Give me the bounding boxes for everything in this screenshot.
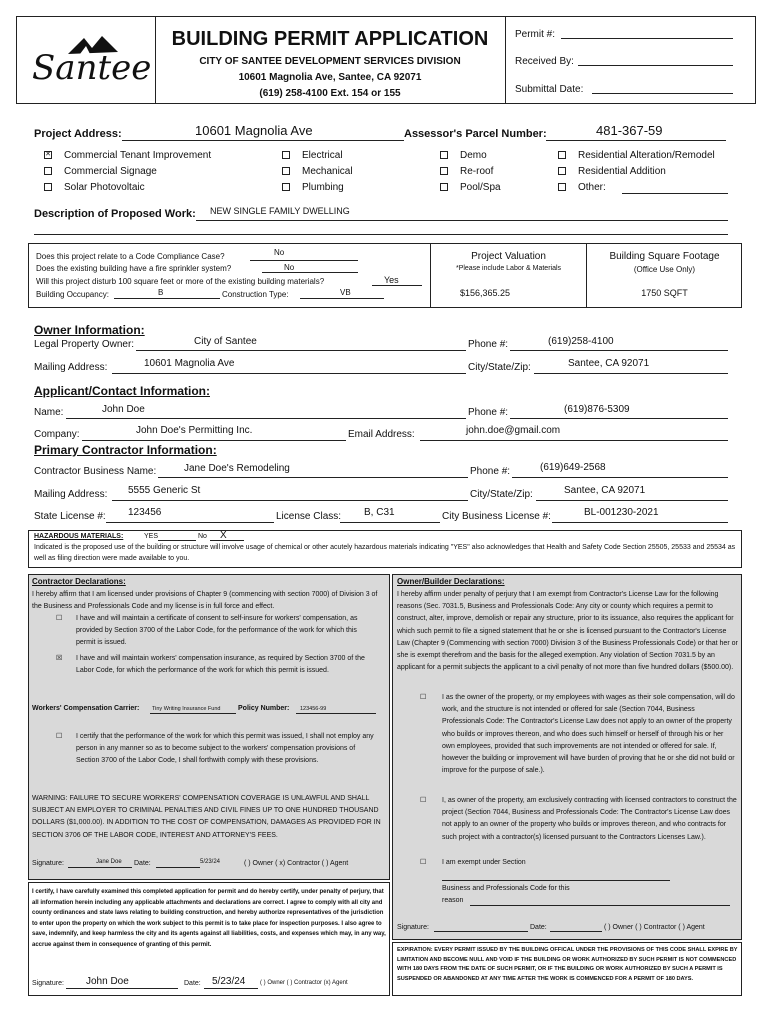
checkbox-icon[interactable] <box>282 151 290 159</box>
checkbox-icon[interactable] <box>558 167 566 175</box>
answer-3[interactable]: Yes <box>384 275 399 285</box>
applicant-name-line <box>66 418 466 419</box>
hazmat-yes-line[interactable] <box>158 540 196 541</box>
type-demo[interactable] <box>440 150 487 161</box>
type-electrical[interactable] <box>282 150 343 161</box>
contractor-biz-line <box>158 477 468 478</box>
contractor-opt-no-employees: I certify that the performance of the work for which this permit was issued, I shall not employ any person in any manner so as to become subject to the workers' compensation provisions of Section 3700 of the Labor Code, I shall forthwith comply with these provisions. <box>76 733 374 765</box>
state-license-line <box>106 522 274 523</box>
question-1: Does this project relate to a Code Compliance Case? <box>36 252 225 261</box>
owner-opt-exempt: I am exempt under Section <box>442 859 526 866</box>
contractor-phone-label: Phone #: <box>470 466 511 477</box>
logo-text: Santee <box>32 48 152 88</box>
applicant-name-label: Name: <box>34 407 64 418</box>
description-value[interactable]: NEW SINGLE FAMILY DWELLING <box>210 206 350 216</box>
type-mechanical[interactable] <box>282 166 353 177</box>
checkbox-icon[interactable] <box>558 151 566 159</box>
legal-owner-value[interactable]: City of Santee <box>194 336 257 347</box>
state-license-value[interactable]: 123456 <box>128 507 162 518</box>
valuation-title: Project Valuation <box>471 251 546 262</box>
form-title: BUILDING PERMIT APPLICATION <box>171 28 489 50</box>
contractor-decl-intro: I hereby affirm that I am licensed under provisions of Chapter 9 (commencing with section 7000) of Division 3 of the Business and Professionals Code and my license is in full force and effect. <box>32 591 378 611</box>
type-label: Other: <box>578 182 606 193</box>
city-license-line <box>552 522 728 523</box>
construction-type-label: Construction Type: <box>222 290 289 299</box>
hazmat-no-mark[interactable]: X <box>220 530 227 541</box>
checkbox-icon[interactable] <box>282 167 290 175</box>
sqft-value[interactable]: 1750 SQFT <box>641 288 688 298</box>
type-label: Pool/Spa <box>460 182 501 193</box>
contractor-opt-insurance: I have and will maintain workers' compensation insurance, as required by Section 3700 of the Labor Code, for which the performance of the work for which this permit is issued. <box>76 655 365 675</box>
hazmat-label: HAZARDOUS MATERIALS: <box>34 533 124 540</box>
owner-phone-value[interactable]: (619)258-4100 <box>548 336 614 347</box>
type-label: Electrical <box>302 150 343 161</box>
hazmat-yes: YES <box>144 533 159 540</box>
valuation-value[interactable]: $156,365.25 <box>460 288 511 298</box>
checkbox-icon[interactable] <box>44 167 52 175</box>
hazmat-text: Indicated is the proposed use of the building or structure will involve usage of chemical or other acutely hazardous materials indicating "YES" also acknowledges that Health and Safety Code Section 25505, 25533 and 25534 as well as filing direction were made available to you. <box>34 544 736 562</box>
applicant-name-value[interactable]: John Doe <box>102 404 145 415</box>
owner-city-value[interactable]: Santee, CA 92071 <box>568 358 650 369</box>
certify-date-label: Date: <box>184 980 201 987</box>
sqft-note: (Office Use Only) <box>633 265 696 274</box>
received-by-label: Received By: <box>515 56 574 67</box>
owner-date-line[interactable] <box>550 931 602 932</box>
project-address-label: Project Address: <box>34 128 122 140</box>
contractor-city-line <box>536 500 728 501</box>
type-other[interactable] <box>558 182 606 193</box>
checkbox-icon[interactable] <box>44 183 52 191</box>
owner-city-line <box>534 373 728 374</box>
hazmat-no-line[interactable] <box>210 540 244 541</box>
email-label: Email Address: <box>348 429 415 440</box>
contractor-biz-label: Contractor Business Name: <box>34 466 157 477</box>
company-label: Company: <box>34 429 80 440</box>
type-label: Commercial Signage <box>64 166 157 177</box>
occupancy-line <box>114 298 220 299</box>
certify-sig-label: Signature: <box>32 980 64 987</box>
contractor-heading: Primary Contractor Information: <box>34 443 217 457</box>
occupancy-label: Building Occupancy: <box>36 290 109 299</box>
certify-sig-value[interactable]: John Doe <box>86 976 129 987</box>
apn-label: Assessor's Parcel Number: <box>404 128 547 140</box>
wc-warning: WARNING: FAILURE TO SECURE WORKERS' COMPENSATION COVERAGE IS UNLAWFUL AND SHALL SUBJECT AN EMPLOYER TO CRIMINAL PENALTIES AND CIVIL FINES UP TO ONE HUNDRED THOUSAND DOLLARS ($1,000.00). IN ADDITION TO THE COST OF COMPENSATION, DAMAGES AS PROVIDED FOR IN SECTION 3706 OF THE LABOR CODE, INTEREST AND ATTORNEY'S FEES. <box>32 795 381 839</box>
license-class-line <box>340 522 440 523</box>
contractor-biz-value[interactable]: Jane Doe's Remodeling <box>184 463 290 474</box>
carrier-value[interactable]: Tiny Writing Insurance Fund <box>152 706 221 712</box>
contractor-mail-label: Mailing Address: <box>34 489 108 500</box>
project-address-value[interactable]: 10601 Magnolia Ave <box>195 123 313 138</box>
answer-2[interactable]: No <box>284 263 295 272</box>
description-line <box>196 220 728 221</box>
expiration-text: EXPIRATION: EVERY PERMIT ISSUED BY THE BUILDING OFFICAL UNDER THE PROVISIONS OF THIS CODE SHALL EXPIRE BY LIMITATION AND BECOME NULL AND VOID IF THE BUILDING OR WORK AUTHORIZED BY SUCH PERMIT IS NOT COMMENCED WITH 180 DAYS FROM THE DATE OF SUCH PERMIT, OR IF THE BUILDING OR WORK AUTHORIZED BY SUCH A PERMIT IS SUSPENDED OR ABANDONED AT ANY TIME AFTER THE WORK IS COMMENCED FOR A PERMIT OF 180 DAYS. <box>397 947 738 982</box>
applicant-phone-label: Phone #: <box>468 407 509 418</box>
project-address-line <box>122 140 404 141</box>
checkbox-checked-icon[interactable]: ✕ <box>45 151 51 159</box>
owner-phone-label: Phone #: <box>468 339 509 350</box>
checkbox-icon[interactable] <box>558 183 566 191</box>
email-line <box>420 440 728 441</box>
contractor-sig-line <box>68 867 132 868</box>
dept-phone: (619) 258-4100 Ext. 154 or 155 <box>259 88 401 99</box>
type-label: Residential Alteration/Remodel <box>578 150 715 161</box>
legal-owner-label: Legal Property Owner: <box>34 339 135 350</box>
certify-date-value[interactable]: 5/23/24 <box>212 976 246 987</box>
hazmat-no: No <box>198 533 207 540</box>
question-3: Will this project disturb 100 square feet or more of the existing building materials? <box>36 277 325 286</box>
answer-1[interactable]: No <box>274 248 285 257</box>
apn-line <box>546 140 726 141</box>
exempt-reason-line[interactable] <box>470 905 730 906</box>
certify-roles[interactable]: ( ) Owner ( ) Contractor (x) Agent <box>260 980 348 986</box>
owner-sig-label: Signature: <box>397 924 429 931</box>
type-solar[interactable] <box>44 182 145 193</box>
email-value[interactable]: john.doe@gmail.com <box>466 425 561 436</box>
contractor-roles[interactable]: ( ) Owner ( x) Contractor ( ) Agent <box>244 860 349 867</box>
owner-date-label: Date: <box>530 924 547 931</box>
sqft-title: Building Square Footage <box>609 251 720 262</box>
type-label: Plumbing <box>302 182 344 193</box>
type-commercial-ti[interactable] <box>44 150 211 161</box>
other-line[interactable] <box>622 193 728 194</box>
contractor-phone-value[interactable]: (619)649-2568 <box>540 462 606 473</box>
owner-biz-code: Business and Professionals Code for this reason <box>442 885 570 905</box>
policy-label: Policy Number: <box>238 705 290 712</box>
answer-1-line <box>250 260 358 261</box>
type-label: Commercial Tenant Improvement <box>64 150 212 161</box>
checkbox-self-insure-icon[interactable]: ☐ <box>56 615 63 622</box>
policy-value[interactable]: 123456-99 <box>300 706 327 712</box>
owner-decl-heading: Owner/Builder Declarations: <box>397 577 505 586</box>
contractor-date-line <box>156 867 200 868</box>
checkbox-owner-exempt-icon[interactable]: ☐ <box>420 859 427 866</box>
checkbox-icon[interactable] <box>282 183 290 191</box>
checkbox-icon[interactable] <box>440 167 448 175</box>
type-label: Solar Photovoltaic <box>64 182 145 193</box>
city-logo <box>28 32 152 94</box>
owner-roles[interactable]: ( ) Owner ( ) Contractor ( ) Agent <box>604 924 705 931</box>
applicant-heading: Applicant/Contact Information: <box>34 384 210 398</box>
owner-city-label: City/State/Zip: <box>468 362 531 373</box>
type-reroof[interactable] <box>440 166 493 177</box>
city-license-label: City Business License #: <box>442 511 551 522</box>
policy-line <box>296 713 376 714</box>
contractor-date-label: Date: <box>134 860 151 867</box>
construction-type-line <box>300 298 384 299</box>
owner-opt-own-work: I as the owner of the property, or my employees with wages as their sole compensation, will do work, and the structure is not intended or offered for sale (Section 7044, Business Professionals Code: The Contractor's License Law does not apply to an owner of the property who builds or improves thereon, and who does such himself or herself of through his or her own employees, provided that such improvements are not intended or offered for sale. If, however the building or improvement will have burden of proving that he or she did not build or improve for the purpose of sale.). <box>442 694 735 775</box>
type-plumbing[interactable] <box>282 182 344 193</box>
certify-date-line <box>204 988 258 989</box>
owner-mail-value[interactable]: 10601 Magnolia Ave <box>144 358 235 369</box>
contractor-mail-line <box>112 500 468 501</box>
apn-value[interactable]: 481-367-59 <box>596 123 663 138</box>
owner-decl-intro: I hereby affirm under penalty of perjury that I am exempt from Contractor's License Law for the following reasons (Sec. 7031.5, Business and Professionals Code: Any city or county which requires a permit to construct, alter, improve, demolish or repair any structure, prior to its issuance, also requires the applicant for which such permit to file a signed statement that he or she is licensed pursuant to the Contractor's License Law (Chapter 9 (Commencing with section 7000) Division 3 of the Business Professionals Code) or that her or she is exempt therefrom and the basis for the alleged exemption. Any violation of Section 7031.5 by an applicant for a permit subjects the applicant to a civil penalty of not more than five hundred dollars ($500.00). <box>397 591 738 672</box>
exempt-section-line[interactable] <box>442 880 670 881</box>
type-label: Demo <box>460 150 487 161</box>
owner-sig-line[interactable] <box>434 931 528 932</box>
contractor-phone-line <box>512 477 728 478</box>
dept-address: 10601 Magnolia Ave, Santee, CA 92071 <box>238 72 422 83</box>
contractor-opt-self-insure: I have and will maintain a certificate of consent to self-insure for workers' compensation, as provided by Section 3700 of the Labor Code, for the performance of the work for which this permit is issued. <box>76 615 358 647</box>
owner-heading: Owner Information: <box>34 323 145 337</box>
contractor-city-value[interactable]: Santee, CA 92071 <box>564 485 646 496</box>
permit-no-label: Permit #: <box>515 29 556 40</box>
contractor-mail-value[interactable]: 5555 Generic St <box>128 485 201 496</box>
answer-3-line <box>372 285 422 286</box>
owner-phone-line <box>510 350 728 351</box>
type-residential-addition[interactable] <box>558 166 666 177</box>
license-class-label: License Class: <box>276 511 342 522</box>
contractor-sig-value[interactable]: Jane Doe <box>96 859 122 865</box>
type-label: Mechanical <box>302 166 353 177</box>
contractor-city-label: City/State/Zip: <box>470 489 533 500</box>
state-license-label: State License #: <box>34 511 106 522</box>
owner-mail-label: Mailing Address: <box>34 362 108 373</box>
owner-mail-line <box>112 373 466 374</box>
contractor-decl-heading: Contractor Declarations: <box>32 577 126 586</box>
submittal-date-label: Submittal Date: <box>515 84 584 95</box>
certify-sig-line <box>66 988 178 989</box>
carrier-line <box>150 713 236 714</box>
received-by-field[interactable] <box>578 65 733 66</box>
permit-no-field[interactable] <box>561 38 733 39</box>
checkbox-icon[interactable] <box>440 151 448 159</box>
question-2: Does the existing building have a fire sprinkler system? <box>36 264 232 273</box>
checkbox-owner-contracting-icon[interactable]: ☐ <box>420 797 427 804</box>
dept-name: CITY OF SANTEE DEVELOPMENT SERVICES DIVISION <box>199 56 461 67</box>
checkbox-owner-work-icon[interactable]: ☐ <box>420 694 427 701</box>
type-label: Residential Addition <box>578 166 666 177</box>
type-residential-remodel[interactable] <box>558 150 715 161</box>
type-pool[interactable] <box>440 182 501 193</box>
owner-opt-contracting: I, as owner of the property, am exclusively contracting with licensed contractors to construct the project (Section 7044, Business and Professionals Code: The Contractor's License Law does not apply to an owner of the property who builds or improves thereon, and who contracts for such project with a contractor(s) licensed pursuant to the Contractors Licenses Law.). <box>442 797 737 841</box>
company-value[interactable]: John Doe's Permitting Inc. <box>136 425 253 436</box>
certify-text: I certify, I have carefully examined this completed application for permit and do hereby certify, under penalty of perjury, that all information herein including any applicable attachments and declarations are correct. I agree to comply with all city and county ordinances and state laws relating to building construction, and hereby authorize representatives of the jurisdiction to enter upon the property on which the work subject to this permit is to take place for inspection purposes. I also agree to save, indemnify, and keep harmless the city and its agents against all liabilities, costs, and expenses which may, in any way, accrue against them in consequence of granting of this permit. <box>32 889 386 948</box>
checkbox-no-employees-icon[interactable]: ☐ <box>56 733 63 740</box>
checkbox-insurance-checked-icon[interactable]: ☒ <box>56 655 63 662</box>
city-license-value[interactable]: BL-001230-2021 <box>584 507 659 518</box>
header-divider-right <box>505 16 506 104</box>
contractor-sig-label: Signature: <box>32 860 64 867</box>
type-label: Re-roof <box>460 166 494 177</box>
applicant-phone-value[interactable]: (619)876-5309 <box>564 404 630 415</box>
legal-owner-line <box>136 350 466 351</box>
description-line-2 <box>34 234 728 235</box>
submittal-date-field[interactable] <box>592 93 733 94</box>
contractor-date-value[interactable]: 5/23/24 <box>200 859 221 865</box>
valuation-note: *Please include Labor & Materials <box>455 265 562 272</box>
type-commercial-signage[interactable] <box>44 166 157 177</box>
description-label: Description of Proposed Work: <box>34 208 196 220</box>
license-class-value[interactable]: B, C31 <box>364 507 395 518</box>
carrier-label: Workers' Compensation Carrier: <box>32 705 140 712</box>
company-line <box>82 440 346 441</box>
occupancy-value[interactable]: B <box>158 288 164 297</box>
checkbox-icon[interactable] <box>440 183 448 191</box>
construction-type-value[interactable]: VB <box>340 288 351 297</box>
applicant-phone-line <box>510 418 728 419</box>
answer-2-line <box>262 272 358 273</box>
